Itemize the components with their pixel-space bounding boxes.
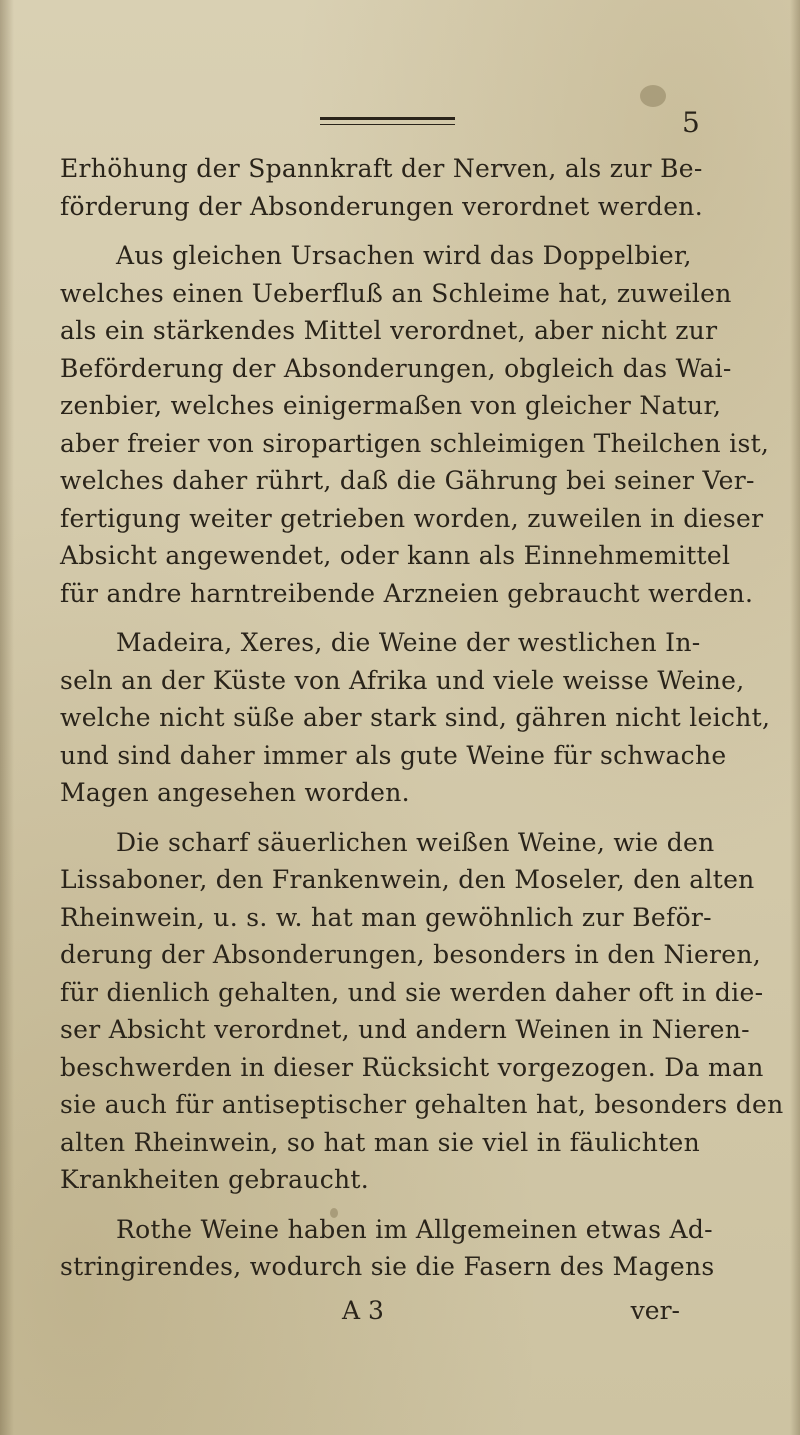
text-line: fertigung weiter getrieben worden, zuweilen in dieser bbox=[60, 503, 764, 533]
text-line: Erhöhung der Spannkraft der Nerven, als zur Be- bbox=[60, 154, 703, 183]
text-line: stringirendes, wodurch sie die Fasern des Magens bbox=[60, 1252, 715, 1281]
text-line: Madeira, Xeres, die Weine der westlichen In- bbox=[116, 628, 701, 657]
paragraph bbox=[60, 624, 771, 812]
text-line: und sind daher immer als gute Weine für schwache bbox=[60, 740, 727, 770]
text-line: für andre harntreibende Arzneien gebraucht werden. bbox=[60, 578, 754, 608]
text-line: welches einen Ueberfluß an Schleime hat, zuweilen bbox=[60, 278, 732, 308]
paragraph bbox=[60, 824, 784, 1199]
page-number: 5 bbox=[682, 106, 700, 139]
text-line: welche nicht süße aber stark sind, gähren nicht leicht, bbox=[60, 703, 771, 732]
text-line: sie auch für antiseptischer gehalten hat, besonders den bbox=[60, 1090, 784, 1119]
text-line: Lissaboner, den Frankenwein, den Moseler, den alten bbox=[60, 865, 755, 894]
text-line: für dienlich gehalten, und sie werden daher oft in die- bbox=[60, 977, 764, 1007]
header-rule bbox=[320, 117, 455, 125]
paragraph bbox=[60, 150, 703, 225]
paper-stain bbox=[640, 85, 666, 107]
text-line: Rothe Weine haben im Allgemeinen etwas Ad- bbox=[116, 1214, 713, 1244]
text-line: beschwerden in dieser Rücksicht vorgezogen. Da man bbox=[60, 1052, 764, 1082]
text-line: Beförderung der Absonderungen, obgleich das Wai- bbox=[60, 353, 732, 383]
text-line: Krankheiten gebraucht. bbox=[60, 1165, 370, 1194]
signature-mark: A 3 bbox=[342, 1296, 384, 1325]
text-line: aber freier von siropartigen schleimigen Theilchen ist, bbox=[60, 428, 770, 458]
text-line: Die scharf säuerlichen weißen Weine, wie den bbox=[116, 827, 715, 857]
text-line: zenbier, welches einigermaßen von gleicher Natur, bbox=[60, 391, 722, 420]
text-line: derung der Absonderungen, besonders in den Nieren, bbox=[60, 940, 762, 969]
text-line: seln an der Küste von Afrika und viele weisse Weine, bbox=[60, 665, 745, 695]
text-line: Absicht angewendet, oder kann als Einnehmemittel bbox=[60, 541, 731, 570]
text-line: alten Rheinwein, so hat man sie viel in fäulichten bbox=[60, 1127, 701, 1157]
text-line: als ein stärkendes Mittel verordnet, aber nicht zur bbox=[60, 316, 718, 345]
paragraph bbox=[60, 1211, 715, 1286]
text-line: förderung der Absonderungen verordnet werden. bbox=[60, 191, 703, 221]
text-line: Aus gleichen Ursachen wird das Doppelbier, bbox=[116, 241, 692, 270]
body-text bbox=[60, 150, 784, 1286]
catchword: ver- bbox=[630, 1296, 680, 1325]
text-line: welches daher rührt, daß die Gährung bei seiner Ver- bbox=[60, 466, 755, 495]
text-line: Magen angesehen worden. bbox=[60, 778, 410, 807]
text-line: Rheinwein, u. s. w. hat man gewöhnlich zur Beför- bbox=[60, 902, 712, 932]
page-footer bbox=[60, 1296, 680, 1336]
text-line: ser Absicht verordnet, und andern Weinen in Nieren- bbox=[60, 1015, 750, 1044]
paragraph bbox=[60, 237, 770, 612]
